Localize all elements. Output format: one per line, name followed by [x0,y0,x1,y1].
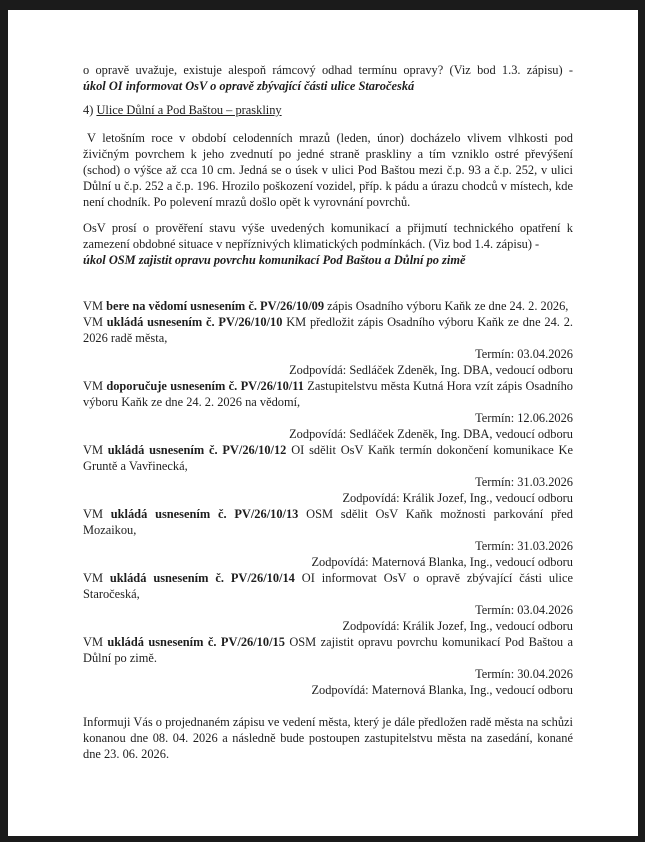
section-heading [83,102,573,118]
resolution-zodpovida: Zodpovídá: Sedláček Zdeněk, Ing. DBA, vedoucí odboru [289,363,573,377]
resolution-termin: Termín: 03.04.2026 [475,603,573,617]
resolution-action: ukládá usnesením č. PV/26/10/10 [106,315,283,329]
resolution-termin: Termín: 31.03.2026 [475,475,573,489]
resolution-text: OI sdělit OsV Kaňk termín dokončení komunikace Ke Gruntě a Vavřinecká, [83,443,574,473]
resolution-action: ukládá usnesením č. PV/26/10/15 [107,635,285,649]
section-paragraph-1: V letošním roce v období celodenních mrazů (leden, únor) docházelo vlivem vlhkosti pod živičným povrchem k jeho zvednutí po jedné straně praskliny a tím vzniklo ostré převýšení (schod) o výšce až cca 10 cm. Jedná se o úsek v ulici Pod Baštou mezi č.p. 93 a č.p. 252, v ulici Důlní u č.p. 252 a č.p. 196. Hrozilo poškození vozidel, příp. k pádu a úrazu chodců v místech, kde není chodník. Po polevení mrazů došlo opět k vyrovnání povrchů. [83,131,573,209]
resolution-zodpovida: Zodpovídá: Králik Jozef, Ing., vedoucí odboru [342,619,573,633]
resolution-action: ukládá usnesením č. PV/26/10/13 [110,507,299,521]
continuation-task: úkol OI informovat OsV o opravě zbývající části ulice Staročeská [83,79,415,93]
continuation-line: o opravě uvažuje, existuje alespoň rámcový odhad termínu opravy? (Viz bod 1.3. zápisu) - [83,63,573,77]
resolution-termin: Termín: 31.03.2026 [475,539,573,553]
resolution-item [83,570,573,602]
resolution-item [83,298,573,314]
resolution-prefix: VM [83,299,103,313]
section-task: úkol OSM zajistit opravu povrchu komunikací Pod Baštou a Důlní po zimě [83,253,466,267]
resolution-prefix: VM [83,571,103,585]
resolution-action: doporučuje usnesením č. PV/26/10/11 [106,379,304,393]
resolution-item [83,506,573,538]
resolution-text: OSM zajistit opravu povrchu komunikací Pod Baštou a Důlní po zimě. [83,635,573,665]
resolution-termin: Termín: 03.04.2026 [475,347,573,361]
resolutions-list [83,298,573,698]
resolution-item [83,378,573,410]
resolution-termin: Termín: 12.06.2026 [475,411,573,425]
section-number: 4) [83,103,94,117]
resolution-zodpovida: Zodpovídá: Sedláček Zdeněk, Ing. DBA, vedoucí odboru [289,427,573,441]
resolution-item [83,634,573,666]
document-page [8,10,638,836]
resolution-prefix: VM [83,315,103,329]
resolution-prefix: VM [83,443,103,457]
resolution-text: Zastupitelstvu města Kutná Hora vzít zápis Osadního výboru Kaňk ze dne 24. 2. 2026 na vědomí, [83,379,573,409]
closing-paragraph: Informuji Vás o projednaném zápisu ve vedení města, který je dále předložen radě města na schůzi konanou dne 08. 04. 2026 a následně bude postoupen zastupitelstvu města na zasedání, konané dne 23. 06. 2026. [83,715,573,761]
resolution-text: KM předložit zápis Osadního výboru Kaňk ze dne 24. 2. 2026 radě města, [83,315,573,345]
resolution-action: ukládá usnesením č. PV/26/10/14 [109,571,295,585]
resolution-prefix: VM [83,507,103,521]
resolution-zodpovida: Zodpovídá: Maternová Blanka, Ing., vedoucí odboru [311,683,573,697]
section-paragraph-2: OsV prosí o prověření stavu výše uvedených komunikací a přijmutí technického opatření k zamezení obdobné situace v nepříznivých klimatických podmínkách. (Viz bod 1.4. zápisu) - [83,221,573,251]
resolution-text: OI informovat OsV o opravě zbývající části ulice Staročeská, [83,571,573,601]
resolution-zodpovida: Zodpovídá: Králik Jozef, Ing., vedoucí odboru [342,491,573,505]
section-title: Ulice Důlní a Pod Baštou – praskliny [96,103,282,117]
resolution-zodpovida: Zodpovídá: Maternová Blanka, Ing., vedoucí odboru [311,555,573,569]
resolution-termin: Termín: 30.04.2026 [475,667,573,681]
resolution-item [83,442,573,474]
resolution-action: bere na vědomí usnesením č. PV/26/10/09 [106,299,325,313]
resolution-text: OSM sdělit OsV Kaňk možnosti parkování před Mozaikou, [83,507,573,537]
resolution-prefix: VM [83,379,103,393]
resolution-item [83,314,573,346]
resolution-text: zápis Osadního výboru Kaňk ze dne 24. 2. 2026, [327,299,569,313]
resolution-action: ukládá usnesením č. PV/26/10/12 [107,443,287,457]
resolution-prefix: VM [83,635,103,649]
